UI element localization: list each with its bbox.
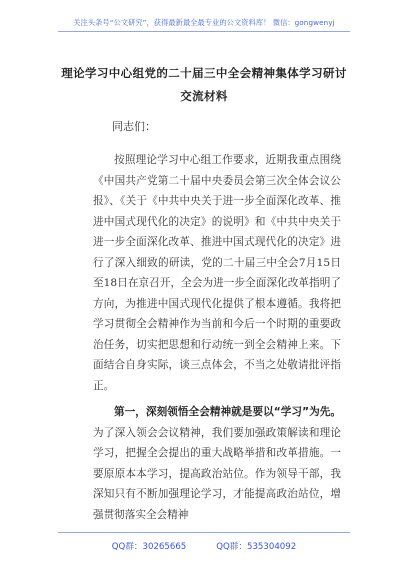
footer-contacts (0, 540, 408, 552)
footer-divider (58, 532, 350, 533)
body-paragraph-2 (93, 402, 341, 525)
paragraph-2-body: 为了深入领会会议精神，我们要加强政策解读和理论学习，把握全会提出的重大战略举措和改革措施。一要原原本本学习，提高政治站位。作为领导干部，我深知只有不断加强理论学习，才能提高政治站位，增强贯彻落实全会精神 (93, 426, 341, 521)
footer-qq-group-2: QQ群：535304092 (216, 542, 297, 552)
header-divider (58, 31, 350, 32)
body-paragraph-1: 按照理论学习中心组工作要求，近期我重点围绕《中国共产党第二十届中央委员会第三次全体会议公报》、《关于《中共中央关于进一步全面深化改革、推进中国式现代化的决定》的说明》和《中共中央关于进一步全面深化改革、推进中国式现代化的决定》进行了深入细致的研读，党的二十届三中全会7月15日至18日在京召开，全会为进一步全面深化改革指明了方向，为推进中国式现代化提供了根本遵循。我将把学习贯彻全会精神作为当前和今后一个时期的重要政治任务，切实把思想和行动统一到全会精神上来。下面结合自身实际，谈三点体会，不当之处敬请批评指正。 (93, 154, 341, 392)
document-title: 理论学习中心组党的二十届三中全会精神集体学习研讨交流材料 (61, 66, 347, 103)
salutation: 同志们： (112, 120, 156, 133)
footer-qq-group-1: QQ群：30265665 (111, 542, 187, 552)
header-promo-note: 关注头条号“公文研究”，获得最新最全最专业的公文资料库！ 微信：gongwenyj (73, 18, 335, 27)
paragraph-2-lead-heading: 第一，深刻领悟全会精神就是要以“学习”为先。 (114, 406, 341, 418)
